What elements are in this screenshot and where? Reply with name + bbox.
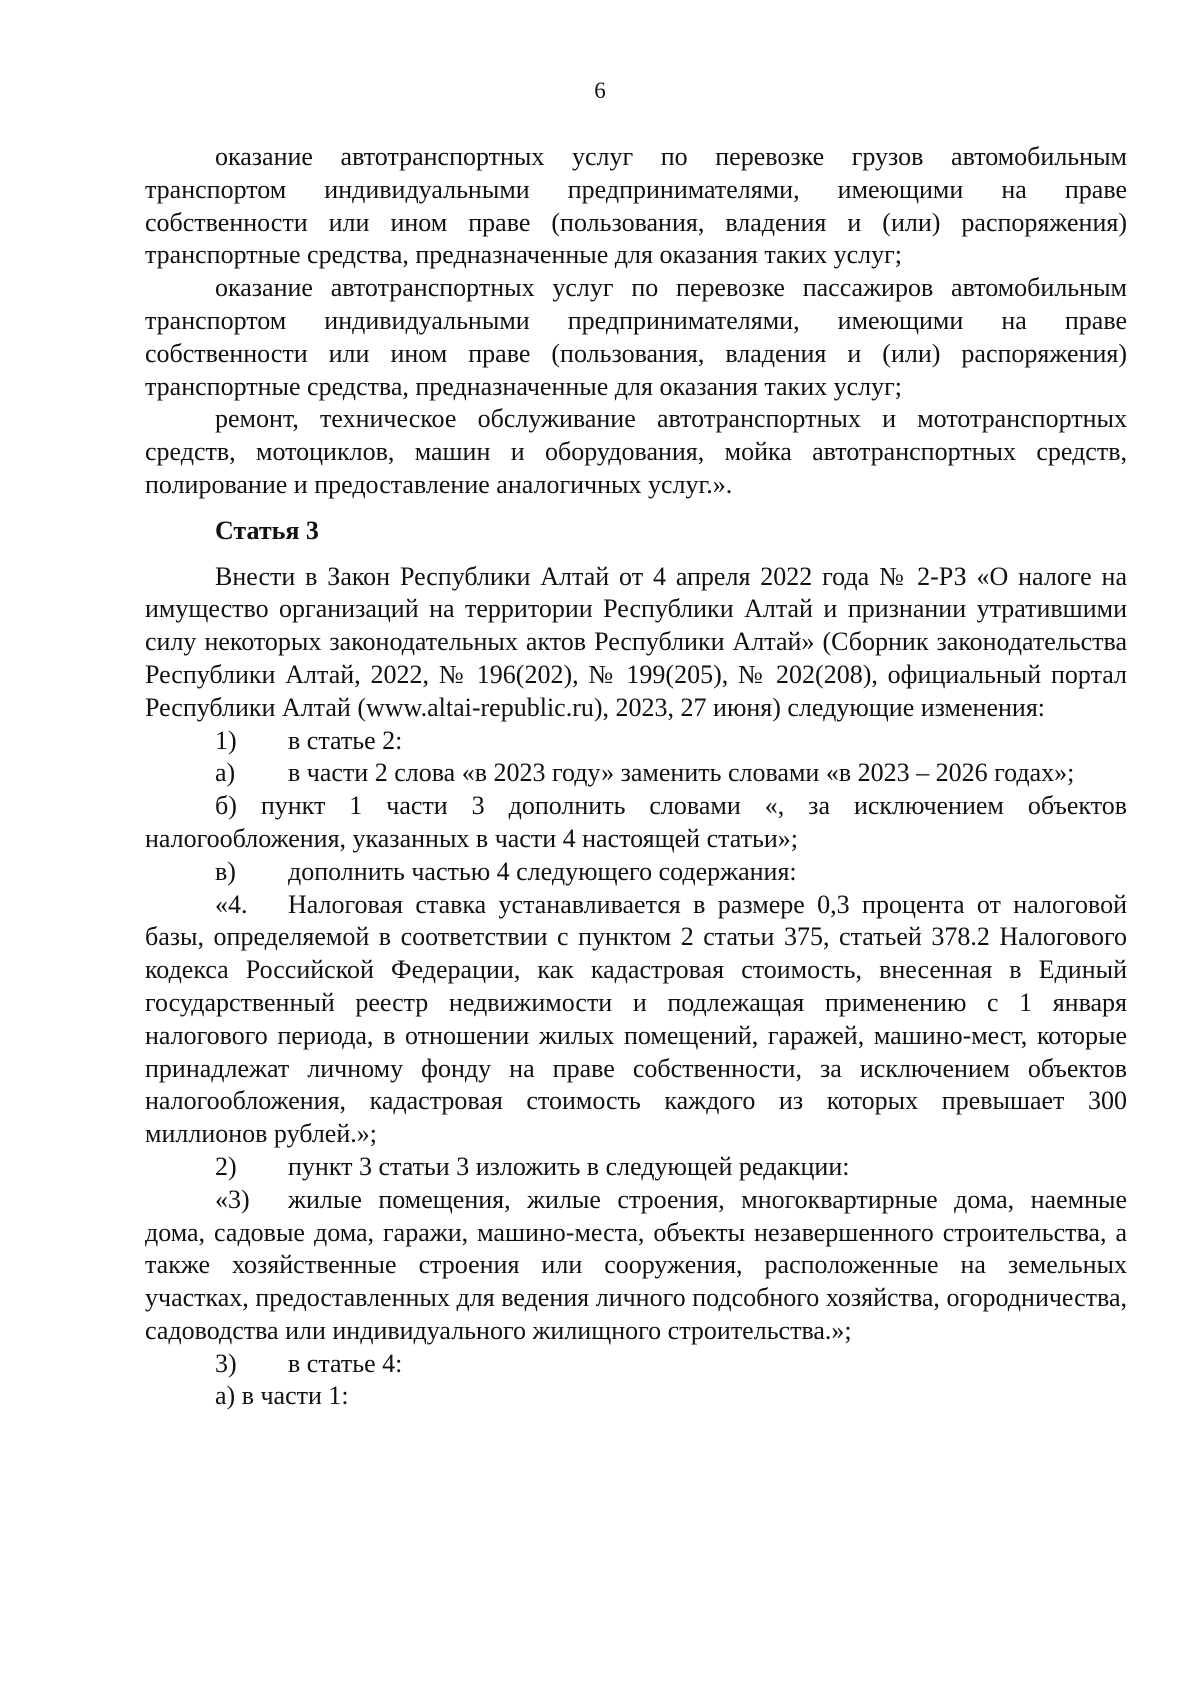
list-marker: 2) [215,1151,237,1181]
article-heading: Статья 3 [215,515,319,545]
page-number: 6 [594,78,606,103]
list-marker: «4. [215,889,248,919]
list-item-text: пункт 3 статьи 3 изложить в следующей редакции: [288,1151,850,1181]
list-item-text: в статье 4: [288,1348,403,1378]
list-item-2 [145,1151,1127,1184]
list-item-3a: а) в части 1: [215,1381,349,1411]
paragraph-vehicle-repair: ремонт, техническое обслуживание автотранспортных и мототранспортных средств, мотоциклов, машин и оборудования, мойка автотранспортных средств, полирование и предоставление аналогичных услуг.». [145,404,1127,499]
list-marker: 1) [215,725,237,755]
list-item-text: дополнить частью 4 следующего содержания: [288,856,797,886]
paragraph-passenger-transport: оказание автотранспортных услуг по перевозке пассажиров автомобильным транспортом индивидуальными предпринимателями, имеющими на праве собственности или ином праве (пользования, владения и (или) распоряжения) транспортные средства, предназначенные для оказания таких услуг; [145,273,1127,401]
list-item-1b: б) пункт 1 части 3 дополнить словами «, за исключением объектов налогообложения, указанных в части 4 настоящей статьи»; [145,791,1127,853]
list-marker: 3) [215,1348,237,1378]
quoted-part-4 [145,889,1127,1151]
quoted-point-text: жилые помещения, жилые строения, многоквартирные дома, наемные дома, садовые дома, гаражи, машино-места, объекты незавершенного строительства, а также хозяйственные строения или сооружения, расположенные на земельных участках, предоставленных для ведения личного подсобного хозяйства, огородничества, садоводства или индивидуального жилищного строительства.»; [145,1184,1127,1345]
list-item-text: в статье 2: [288,725,403,755]
quoted-part-text: Налоговая ставка устанавливается в размере 0,3 процента от налоговой базы, определяемой в соответствии с пунктом 2 статьи 375, статьей 378.2 Налогового кодекса Российской Федерации, как кадастровая стоимость, внесенная в Единый государственный реестр недвижимости и подлежащая применению с 1 января налогового периода, в отношении жилых помещений, гаражей, машино-мест, которые принадлежат личному фонду на праве собственности, за исключением объектов налогообложения, кадастровая стоимость каждого из которых превышает 300 миллионов рублей.»; [145,889,1127,1149]
list-marker: в) [215,856,236,886]
list-item-1a [145,757,1127,790]
list-item-text: в части 2 слова «в 2023 году» заменить словами «в 2023 – 2026 годах»; [288,758,1075,788]
article-intro: Внести в Закон Республики Алтай от 4 апреля 2022 года № 2-РЗ «О налоге на имущество организаций на территории Республики Алтай и признании утратившими силу некоторых законодательных актов Республики Алтай» (Сборник законодательства Республики Алтай, 2022, № 196(202), № 199(205), № 202(208), официальный портал Республики Алтай (www.altai-republic.ru), 2023, 27 июня) следующие изменения: [145,561,1127,722]
document-body [145,141,1127,1413]
paragraph-cargo-transport: оказание автотранспортных услуг по перевозке грузов автомобильным транспортом индивидуальными предпринимателями, имеющими на праве собственности или ином праве (пользования, владения и (или) распоряжения) транспортные средства, предназначенные для оказания таких услуг; [145,142,1127,270]
list-marker: а) [215,758,236,788]
list-item-1v [145,856,1127,889]
quoted-point-3 [145,1184,1127,1348]
list-marker: «3) [215,1184,250,1214]
list-item-3 [145,1348,1127,1381]
list-item-1 [145,725,1127,758]
